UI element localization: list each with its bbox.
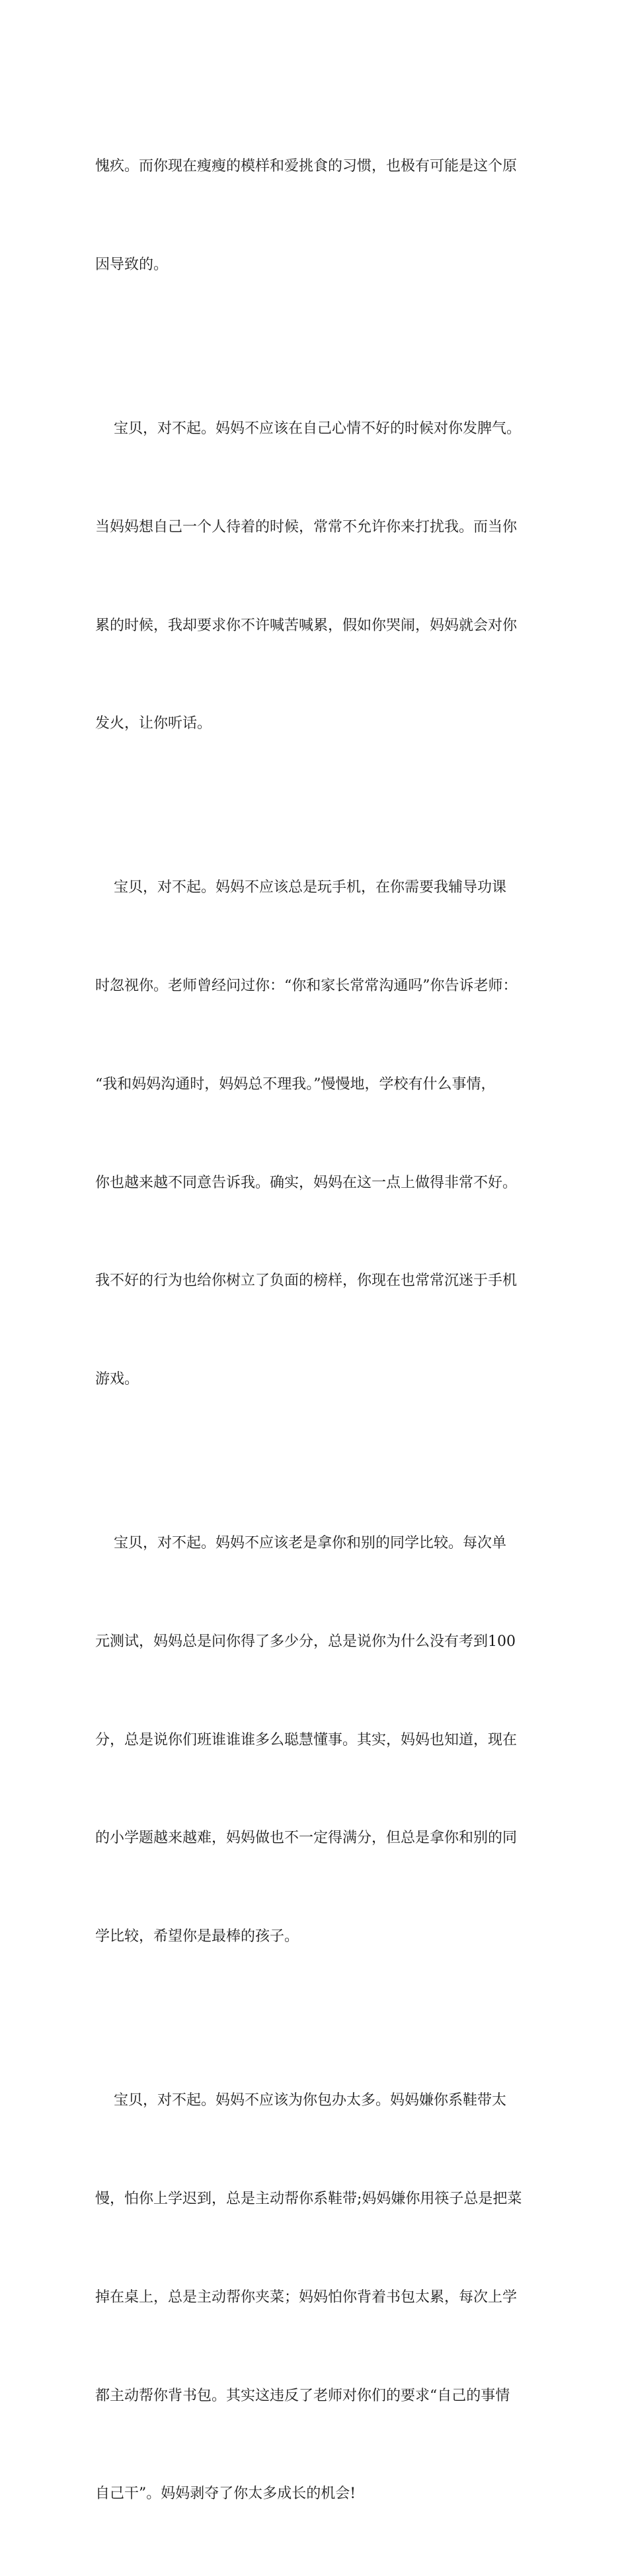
text-line: 元测试，妈妈总是问你得了多少分，总是说你为什么没有考到100 <box>95 1633 516 1650</box>
paragraph-1 <box>95 85 545 347</box>
paragraph-2 <box>95 347 545 806</box>
paragraph-3 <box>95 806 545 1462</box>
text-line: 宝贝，对不起。妈妈不应该为你包办太多。妈妈嫌你系鞋带太 <box>95 2092 506 2109</box>
paragraph-5 <box>95 2019 545 2576</box>
text-line: 宝贝，对不起。妈妈不应该老是拿你和别的同学比较。每次单 <box>95 1535 506 1552</box>
text-line: “我和妈妈沟通时，妈妈总不理我。”慢慢地，学校有什么事情， <box>95 1075 496 1093</box>
text-line: 你也越来越不同意告诉我。确实，妈妈在这一点上做得非常不好。 <box>95 1174 518 1191</box>
document-body <box>95 85 545 2576</box>
text-line: 学比较，希望你是最棒的孩子。 <box>95 1928 299 1945</box>
text-line: 累的时候，我却要求你不许喊苦喊累，假如你哭闹，妈妈就会对你 <box>95 617 518 634</box>
text-line: 时忽视你。老师曾经问过你：“你和家长常常沟通吗”你告诉老师： <box>95 978 518 995</box>
text-line: 当妈妈想自己一个人待着的时候，常常不允许你来打扰我。而当你 <box>95 518 518 535</box>
text-line: 掉在桌上，总是主动帮你夹菜；妈妈怕你背着书包太累，每次上学 <box>95 2288 518 2306</box>
text-line: 都主动帮你背书包。其实这违反了老师对你们的要求“自己的事情 <box>95 2387 510 2404</box>
text-line: 分，总是说你们班谁谁谁多么聪慧懂事。其实，妈妈也知道，现在 <box>95 1731 518 1748</box>
paragraph-4 <box>95 1462 545 2019</box>
text-line: 自己干”。妈妈剥夺了你太多成长的机会! <box>95 2485 356 2503</box>
text-line: 愧疚。而你现在瘦瘦的模样和爱挑食的习惯，也极有可能是这个原 <box>95 158 518 175</box>
text-line: 发火，让你听话。 <box>95 715 212 732</box>
text-line: 游戏。 <box>95 1371 139 1388</box>
text-line: 因导致的。 <box>95 256 169 273</box>
text-line: 宝贝，对不起。妈妈不应该在自己心情不好的时候对你发脾气。 <box>95 420 521 437</box>
text-line: 慢，怕你上学迟到，总是主动帮你系鞋带;妈妈嫌你用筷子总是把菜 <box>95 2191 522 2207</box>
text-line: 的小学题越来越难，妈妈做也不一定得满分，但总是拿你和别的同 <box>95 1830 518 1847</box>
text-line: 宝贝，对不起。妈妈不应该总是玩手机，在你需要我辅导功课 <box>95 879 506 896</box>
text-line: 我不好的行为也给你树立了负面的榜样，你现在也常常沉迷于手机 <box>95 1272 518 1290</box>
